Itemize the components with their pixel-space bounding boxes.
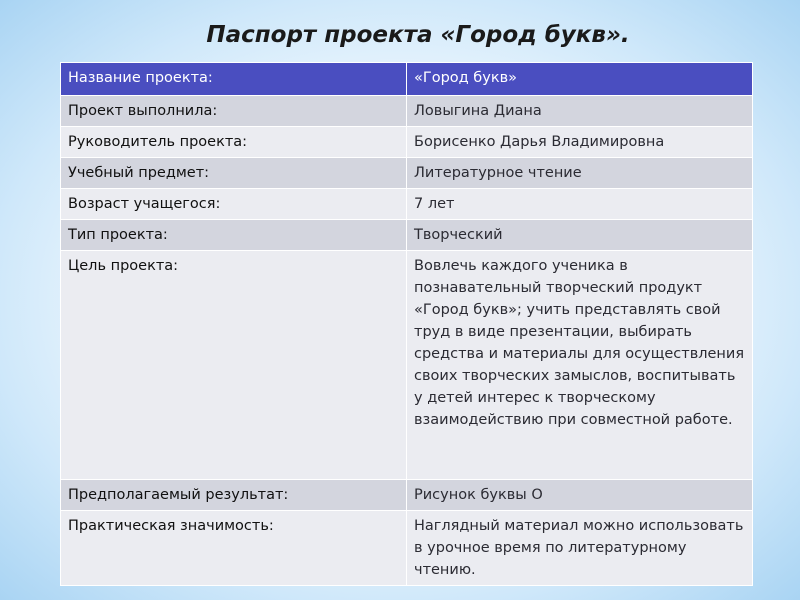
header-value-cell: «Город букв» [407, 63, 753, 96]
row-label: Возраст учащегося: [61, 189, 407, 220]
page-title: Паспорт проекта «Город букв». [206, 22, 630, 48]
row-label: Практическая значимость: [61, 511, 407, 586]
table-header-row [61, 63, 753, 96]
table-row-author [61, 96, 753, 127]
table-row-significance [61, 511, 753, 586]
table-row-result [61, 480, 753, 511]
table-row-age [61, 189, 753, 220]
row-label: Предполагаемый результат: [61, 480, 407, 511]
row-value: Рисунок буквы О [407, 480, 753, 511]
table-row-type [61, 220, 753, 251]
row-label: Руководитель проекта: [61, 127, 407, 158]
row-label: Проект выполнила: [61, 96, 407, 127]
row-label: Тип проекта: [61, 220, 407, 251]
row-value: Вовлечь каждого ученика в познавательный творческий продукт «Город букв»; учить представлять свой труд в виде презентации, выбирать средства и материалы для осуществления своих творческих замыслов, воспитывать у детей интерес к творческому взаимодействию при совместной работе. [407, 251, 753, 480]
row-value: 7 лет [407, 189, 753, 220]
row-label: Цель проекта: [61, 251, 407, 480]
row-value: Борисенко Дарья Владимировна [407, 127, 753, 158]
row-label: Учебный предмет: [61, 158, 407, 189]
row-value: Ловыгина Диана [407, 96, 753, 127]
row-value: Наглядный материал можно использовать в урочное время по литературному чтению. [407, 511, 753, 586]
table-row-supervisor [61, 127, 753, 158]
header-label-cell: Название проекта: [61, 63, 407, 96]
project-passport-table [60, 62, 753, 586]
table-row-subject [61, 158, 753, 189]
row-value: Творческий [407, 220, 753, 251]
row-value: Литературное чтение [407, 158, 753, 189]
table-row-goal [61, 251, 753, 480]
